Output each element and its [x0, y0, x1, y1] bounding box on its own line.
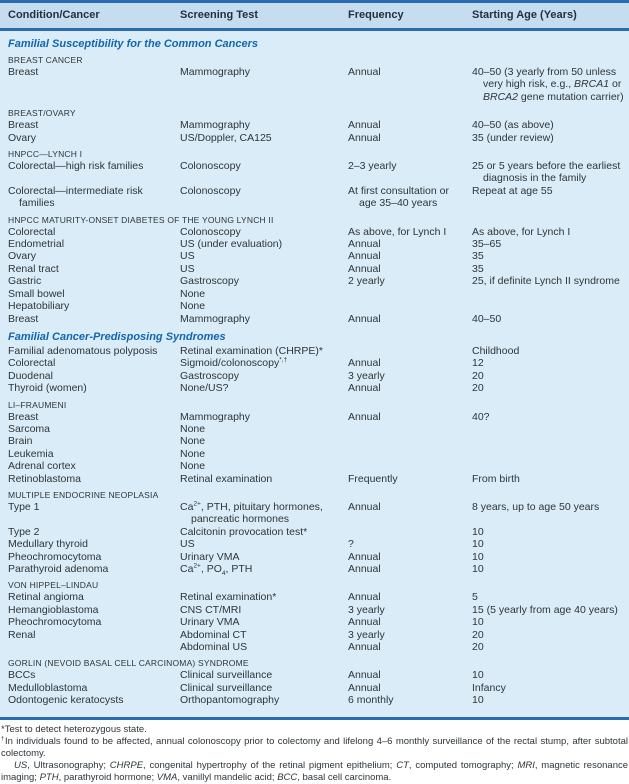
cell-screening-test: US (under evaluation): [180, 238, 283, 251]
cell-screening-test: Mammography: [180, 410, 251, 423]
table-row: [8, 629, 625, 641]
cell-condition: Renal tract: [8, 262, 59, 275]
cell-frequency: Annual: [348, 119, 381, 132]
table-row: [8, 423, 625, 435]
table-row: [8, 357, 625, 369]
cell-starting-age: 40?: [472, 410, 490, 423]
cell-starting-age: As above, for Lynch I: [472, 225, 571, 238]
cell-screening-test: None: [180, 287, 206, 300]
cell-frequency: Annual: [348, 669, 381, 682]
cell-screening-test: US: [180, 250, 195, 263]
cell-screening-test: None: [180, 422, 206, 435]
cell-starting-age: 10: [472, 550, 484, 563]
cell-frequency: [348, 345, 472, 357]
cell-screening-test: None: [180, 300, 206, 313]
cell-starting-age: 20: [472, 382, 484, 395]
table-row: [8, 562, 625, 578]
cell-screening-test: Gastroscopy: [180, 369, 239, 382]
cell-frequency: [348, 435, 472, 447]
cell-frequency: At first consultation or age 35–40 years: [348, 184, 449, 210]
cell-frequency: Annual: [348, 66, 381, 78]
cell-condition: Type 2: [8, 525, 40, 538]
cell-condition: Retinal angioma: [8, 591, 84, 604]
cell-frequency: Annual: [348, 357, 381, 370]
table-row: [8, 435, 625, 447]
cell-starting-age: 5: [472, 591, 478, 604]
footnote: *Test to detect heterozygous state.: [1, 723, 147, 735]
cell-screening-test: Gastroscopy: [180, 275, 239, 288]
cell-screening-test: US: [180, 538, 195, 551]
table-row: [8, 448, 625, 460]
group-label: HNPCC—LYNCH I: [8, 149, 83, 160]
cell-frequency: [348, 288, 472, 300]
cell-condition: Colorectal: [8, 225, 56, 238]
footnotes: [0, 720, 629, 784]
column-header-starting-age: Starting Age (Years): [472, 9, 577, 21]
table-row: [8, 226, 625, 238]
cell-frequency: 3 yearly: [348, 628, 385, 641]
cell-starting-age: 40–50 (as above): [472, 119, 554, 132]
cell-screening-test: US/Doppler, CA125: [180, 131, 272, 144]
cell-condition: Colorectal—intermediate risk families: [8, 184, 143, 210]
cell-frequency: 3 yearly: [348, 603, 385, 616]
cell-frequency: 6 monthly: [348, 694, 394, 707]
cell-screening-test: Colonoscopy: [180, 225, 241, 238]
cell-screening-test: Colonoscopy: [180, 160, 241, 173]
cell-condition: Thyroid (women): [8, 382, 87, 395]
cell-condition: [8, 641, 180, 653]
cell-starting-age: 35–65: [472, 238, 502, 251]
column-header-screening-test: Screening Test: [180, 9, 259, 21]
cell-frequency: Annual: [348, 238, 381, 251]
table-row: [8, 345, 625, 357]
cell-starting-age: 10: [472, 525, 484, 538]
cell-starting-age: [472, 435, 625, 447]
cell-condition: Small bowel: [8, 287, 65, 300]
cell-starting-age: [472, 460, 625, 472]
cell-screening-test: Colonoscopy: [180, 184, 241, 197]
cell-condition: Brain: [8, 435, 33, 448]
cell-condition: Medulloblastoma: [8, 681, 88, 694]
cell-starting-age: 20: [472, 628, 484, 641]
cell-condition: Endometrial: [8, 238, 65, 251]
cell-starting-age: 20: [472, 369, 484, 382]
cell-screening-test: Urinary VMA: [180, 550, 240, 563]
cell-condition: Breast: [8, 410, 39, 423]
cell-frequency: 3 yearly: [348, 369, 385, 382]
cell-screening-test: CNS CT/MRI: [180, 603, 242, 616]
section-heading: Familial Susceptibility for the Common Cancers: [8, 38, 258, 50]
table-row: [8, 185, 625, 210]
cell-frequency: [348, 300, 472, 312]
cell-starting-age: 10: [472, 694, 484, 707]
cell-screening-test: Clinical surveillance: [180, 681, 273, 694]
table-row: [8, 538, 625, 550]
table-row: [8, 275, 625, 287]
table-row: [8, 604, 625, 616]
cell-starting-age: [472, 288, 625, 300]
cell-screening-test: None/US?: [180, 382, 229, 395]
group-label: HNPCC MATURITY-ONSET DIABETES OF THE YOUNG LYNCH II: [8, 214, 274, 225]
cell-starting-age: 10: [472, 669, 484, 682]
group-label: BREAST CANCER: [8, 55, 83, 65]
group-label: MULTIPLE ENDOCRINE NEOPLASIA: [8, 489, 159, 500]
cell-condition: Breast: [8, 66, 39, 78]
cell-condition: Hepatobiliary: [8, 300, 70, 313]
group-label: VON HIPPEL–LINDAU: [8, 580, 99, 591]
cell-starting-age: 25, if definite Lynch II syndrome: [472, 275, 620, 288]
cell-screening-test: Abdominal CT: [180, 628, 247, 641]
cell-starting-age: 10: [472, 538, 484, 551]
cell-starting-age: [472, 300, 625, 312]
cell-condition: Ovary: [8, 250, 37, 263]
cell-screening-test: Retinal examination: [180, 472, 273, 485]
cell-condition: Hemangioblastoma: [8, 603, 99, 616]
table-row: [8, 132, 625, 144]
cell-starting-age: 35 (under review): [472, 131, 554, 144]
cell-starting-age: 35: [472, 250, 484, 263]
table-row: [8, 250, 625, 262]
cell-starting-age: Infancy: [472, 681, 506, 694]
cell-condition: Gastric: [8, 275, 42, 288]
cell-condition: Colorectal: [8, 357, 56, 370]
group-label: BREAST/OVARY: [8, 108, 76, 119]
cell-frequency: [348, 423, 472, 435]
cell-condition: Breast: [8, 312, 39, 325]
cell-screening-test: $Ca^{2+}$, PTH, pituitary hormones, pancreatic hormones: [180, 500, 323, 526]
cell-condition: Adrenal cortex: [8, 460, 76, 473]
cell-condition: Sarcoma: [8, 422, 51, 435]
cell-starting-age: [472, 423, 625, 435]
section-heading: Familial Cancer-Predisposing Syndromes: [8, 330, 226, 343]
table-row: [8, 382, 625, 394]
cell-screening-test: None: [180, 447, 206, 460]
column-header-condition: Condition/Cancer: [8, 9, 100, 21]
cell-starting-age: 40–50: [472, 312, 502, 325]
cell-frequency: Annual: [348, 550, 381, 563]
cell-frequency: Annual: [348, 616, 381, 629]
cell-frequency: Annual: [348, 131, 381, 144]
cell-screening-test: None: [180, 460, 206, 473]
cell-frequency: [348, 448, 472, 460]
cell-condition: Colorectal—high risk families: [8, 160, 144, 173]
cell-screening-test: Orthopantomography: [180, 694, 280, 707]
cell-screening-test: $Ca^{2+}$, $PO_4$, PTH: [180, 562, 253, 578]
cell-screening-test: US: [180, 262, 195, 275]
cell-frequency: Annual: [348, 681, 381, 694]
table-row: [8, 526, 625, 538]
table-row: [8, 119, 625, 131]
cell-frequency: Frequently: [348, 472, 398, 485]
cell-starting-age: 12: [472, 357, 484, 370]
cell-condition: Renal: [8, 628, 36, 641]
cell-frequency: Annual: [348, 563, 381, 575]
table-row: [8, 551, 625, 563]
cell-starting-age: 8 years, up to age 50 years: [472, 500, 600, 513]
cell-condition: Duodenal: [8, 369, 53, 382]
table-row: [8, 288, 625, 300]
cell-frequency: Annual: [348, 500, 381, 513]
cell-condition: Ovary: [8, 131, 37, 144]
column-header-frequency: Frequency: [348, 9, 404, 21]
cell-condition: Pheochromocytoma: [8, 616, 102, 629]
cell-starting-age: From birth: [472, 472, 520, 485]
cell-starting-age: 40–50 (3 yearly from 50 unless very high risk, e.g., BRCA1 or BRCA2 gene mutation carrier): [472, 66, 624, 103]
cell-starting-age: 10: [472, 563, 484, 575]
table-row: [8, 591, 625, 603]
cell-screening-test: Calcitonin provocation test*: [180, 525, 308, 538]
cell-frequency: 2 yearly: [348, 275, 385, 288]
cell-screening-test: None: [180, 435, 206, 448]
cell-frequency: [348, 460, 472, 472]
cell-condition: Odontogenic keratocysts: [8, 694, 124, 707]
table-row: [8, 370, 625, 382]
table-row: [8, 669, 625, 681]
table-row: [8, 160, 625, 185]
cell-screening-test: Abdominal US: [180, 641, 248, 654]
table-header-row: [0, 3, 629, 31]
table-row: [8, 641, 625, 653]
cell-starting-age: Childhood: [472, 344, 520, 357]
cell-screening-test: Retinal examination (CHRPE)*: [180, 344, 323, 357]
table-row: [8, 473, 625, 485]
cell-condition: Pheochromocytoma: [8, 550, 102, 563]
table-row: [8, 238, 625, 250]
cell-screening-test: Mammography: [180, 119, 251, 132]
cell-starting-age: 10: [472, 616, 484, 629]
cell-starting-age: 15 (5 yearly from age 40 years): [472, 603, 618, 616]
cell-screening-test: Sigmoid/colonoscopy*,†: [180, 356, 288, 370]
table-row: [8, 313, 625, 325]
cell-frequency: Annual: [348, 410, 381, 423]
table-body: [0, 31, 629, 720]
group-label: GORLIN (NEVOID BASAL CELL CARCINOMA) SYNDROME: [8, 658, 249, 669]
cell-frequency: Annual: [348, 250, 381, 263]
cell-starting-age: Repeat at age 55: [472, 184, 553, 197]
cell-frequency: Annual: [348, 641, 381, 654]
table-row: [8, 263, 625, 275]
table-row: [8, 682, 625, 694]
table-row: [8, 616, 625, 628]
cell-condition: Type 1: [8, 500, 40, 513]
cell-frequency: ?: [348, 538, 354, 551]
cell-screening-test: Clinical surveillance: [180, 669, 273, 682]
cell-frequency: Annual: [348, 382, 381, 395]
cell-frequency: Annual: [348, 262, 381, 275]
footnote: †In individuals found to be affected, annual colonoscopy prior to colectomy and lifelong 4–6 monthly surveillance of the rectal stump, after subtotal colectomy.: [1, 735, 628, 759]
cell-frequency: Annual: [348, 591, 381, 604]
cell-screening-test: Mammography: [180, 66, 251, 78]
cell-starting-age: 25 or 5 years before the earliest diagnosis in the family: [472, 160, 621, 185]
cell-condition: Medullary thyroid: [8, 538, 88, 551]
cell-screening-test: Mammography: [180, 312, 251, 325]
cell-starting-age: 20: [472, 641, 484, 654]
table-row: [8, 460, 625, 472]
cell-frequency: 2–3 yearly: [348, 160, 397, 173]
group-label: LI–FRAUMENI: [8, 399, 67, 410]
cell-condition: Parathyroid adenoma: [8, 563, 109, 575]
table-row: [8, 411, 625, 423]
cell-starting-age: [472, 448, 625, 460]
cell-screening-test: Retinal examination*: [180, 591, 277, 604]
cell-screening-test: Urinary VMA: [180, 616, 240, 629]
footnote: US, Ultrasonography; CHRPE, congenital hypertrophy of the retinal pigment epithelium; CT, computed tomography; MRI, magnetic resonance imaging; PTH, parathyroid hormone; VMA, vanillyl mandelic acid; BCC, basal cell carcinoma.: [1, 759, 629, 783]
cell-condition: Breast: [8, 119, 39, 132]
table-row: [8, 501, 625, 526]
cell-frequency: As above, for Lynch I: [348, 225, 447, 238]
cell-frequency: Annual: [348, 312, 381, 325]
table-row: [8, 694, 625, 706]
table-row: [8, 300, 625, 312]
cell-condition: BCCs: [8, 669, 36, 682]
table-row: [8, 66, 625, 103]
cell-condition: Familial adenomatous polyposis: [8, 344, 158, 357]
cell-condition: Leukemia: [8, 447, 54, 460]
cell-frequency: [348, 526, 472, 538]
cell-condition: Retinoblastoma: [8, 472, 81, 485]
cell-starting-age: 35: [472, 262, 484, 275]
